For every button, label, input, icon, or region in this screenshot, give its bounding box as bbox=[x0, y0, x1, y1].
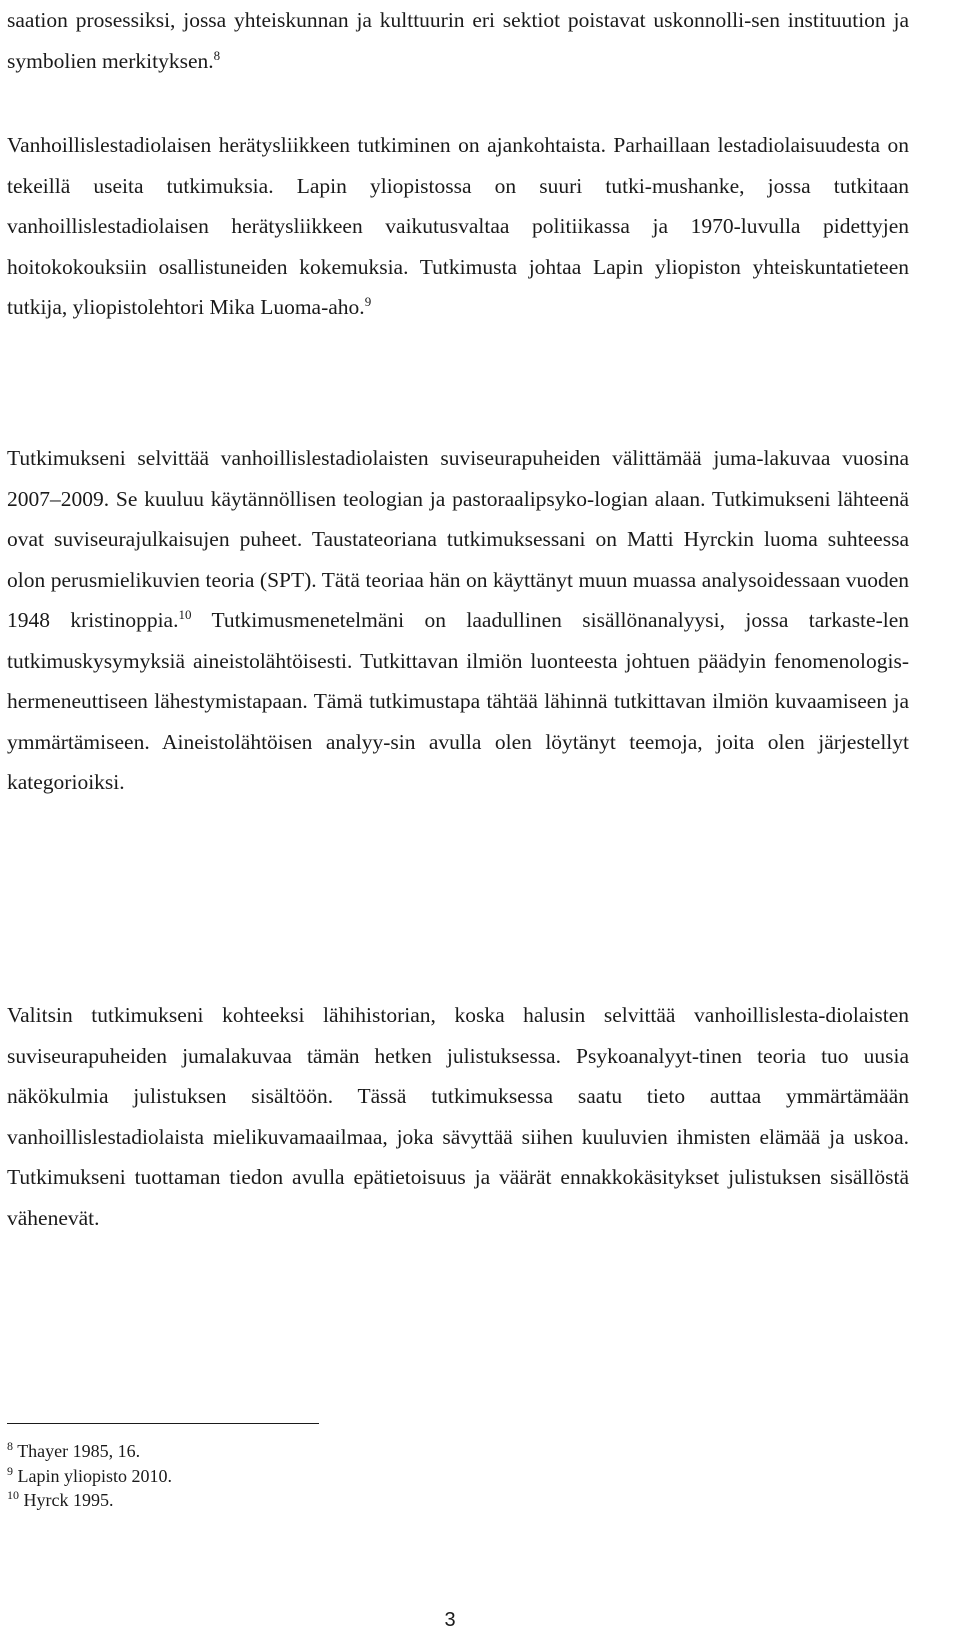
paragraph-3-text-b: Tutkimusmenetelmäni on laadullinen sisällönanalyysi, jossa tarkaste-len tutkimuskysymyksiä aineistolähtöisesti. Tutkittavan ilmiön luonteesta johtuen päädyin fenomenologis-hermeneuttiseen lähestymistapaan. Tämä tutkimustapa tähtää lähinnä tutkittavan ilmiön kuvaamiseen ja ymmärtämiseen. Aineistolähtöisen analyy-sin avulla olen löytänyt teemoja, joita olen järjestellyt kategorioiksi. bbox=[7, 608, 909, 794]
footnotes bbox=[7, 1439, 607, 1513]
paragraph-2-text: Vanhoillislestadiolaisen herätysliikkeen tutkiminen on ajankohtaista. Parhaillaan lestadiolaisuudesta on tekeillä useita tutkimuksia. Lapin yliopistossa on suuri tutki-mushanke, jossa tutkitaan vanhoillislestadiolaisen herätysliikkeen vaikutusvaltaa politiikassa ja 1970-luvulla pidettyjen hoitokokouksiin osallistuneiden kokemuksia. Tutkimusta johtaa Lapin yliopiston yhteiskuntatieteen tutkija, yliopistolehtori Mika Luoma-aho. bbox=[7, 133, 909, 319]
footnote-ref-8[interactable]: 8 bbox=[213, 47, 221, 63]
paragraph-2 bbox=[7, 125, 909, 328]
paragraph-3-text-a: Tutkimukseni selvittää vanhoillislestadiolaisten suviseurapuheiden välittämää juma-lakuvaa vuosina 2007–2009. Se kuuluu käytännöllisen teologian ja pastoraalipsyko-logian alaan. Tutkimukseni lähteenä ovat suviseurajulkaisujen puheet. Taustateoriana tutkimuksessani on Matti Hyrckin luoma suhteessa olon perusmielikuvien teoria (SPT). Tätä teoriaa hän on käyttänyt muun muassa analysoidessaan vuoden 1948 kristinoppia. bbox=[7, 446, 909, 632]
paragraph-4-text: Valitsin tutkimukseni kohteeksi lähihistorian, koska halusin selvittää vanhoillislesta-diolaisten suviseurapuheiden jumalakuvaa tämän hetken julistuksessa. Psykoanalyyt-tinen teoria tuo uusia näkökulmia julistuksen sisältöön. Tässä tutkimuksessa saatu tieto auttaa ymmärtämään vanhoillislestadiolaista mielikuvamaailmaa, joka sävyttää siihen kuuluvien ihmisten elämää ja uskoa. Tutkimukseni tuottaman tiedon avulla epätietoisuus ja väärät ennakkokäsitykset julistuksen sisällöstä vähenevät. bbox=[7, 1003, 909, 1230]
footnote-number: 8 bbox=[7, 1439, 13, 1453]
footnote-text: Thayer 1985, 16. bbox=[17, 1441, 141, 1461]
footnote-item bbox=[7, 1488, 607, 1513]
footnote-ref-10[interactable]: 10 bbox=[178, 606, 192, 622]
footnote-item bbox=[7, 1439, 607, 1464]
paragraph-4 bbox=[7, 995, 909, 1238]
paragraph-1 bbox=[7, 0, 909, 81]
footnote-number: 10 bbox=[7, 1488, 19, 1502]
footnote-text: Lapin yliopisto 2010. bbox=[17, 1465, 172, 1486]
paragraph-3 bbox=[7, 438, 909, 803]
footnote-separator bbox=[7, 1423, 319, 1424]
paragraph-1-text: saation prosessiksi, jossa yhteiskunnan ja kulttuurin eri sektiot poistavat uskonnolli-sen instituution ja symbolien merkityksen. bbox=[7, 8, 909, 73]
page-number: 3 bbox=[444, 1609, 456, 1631]
footnote-ref-9[interactable]: 9 bbox=[364, 293, 372, 309]
footnote-number: 9 bbox=[7, 1463, 13, 1478]
footnote-text: Hyrck 1995. bbox=[23, 1490, 114, 1510]
footnote-item bbox=[7, 1464, 607, 1489]
